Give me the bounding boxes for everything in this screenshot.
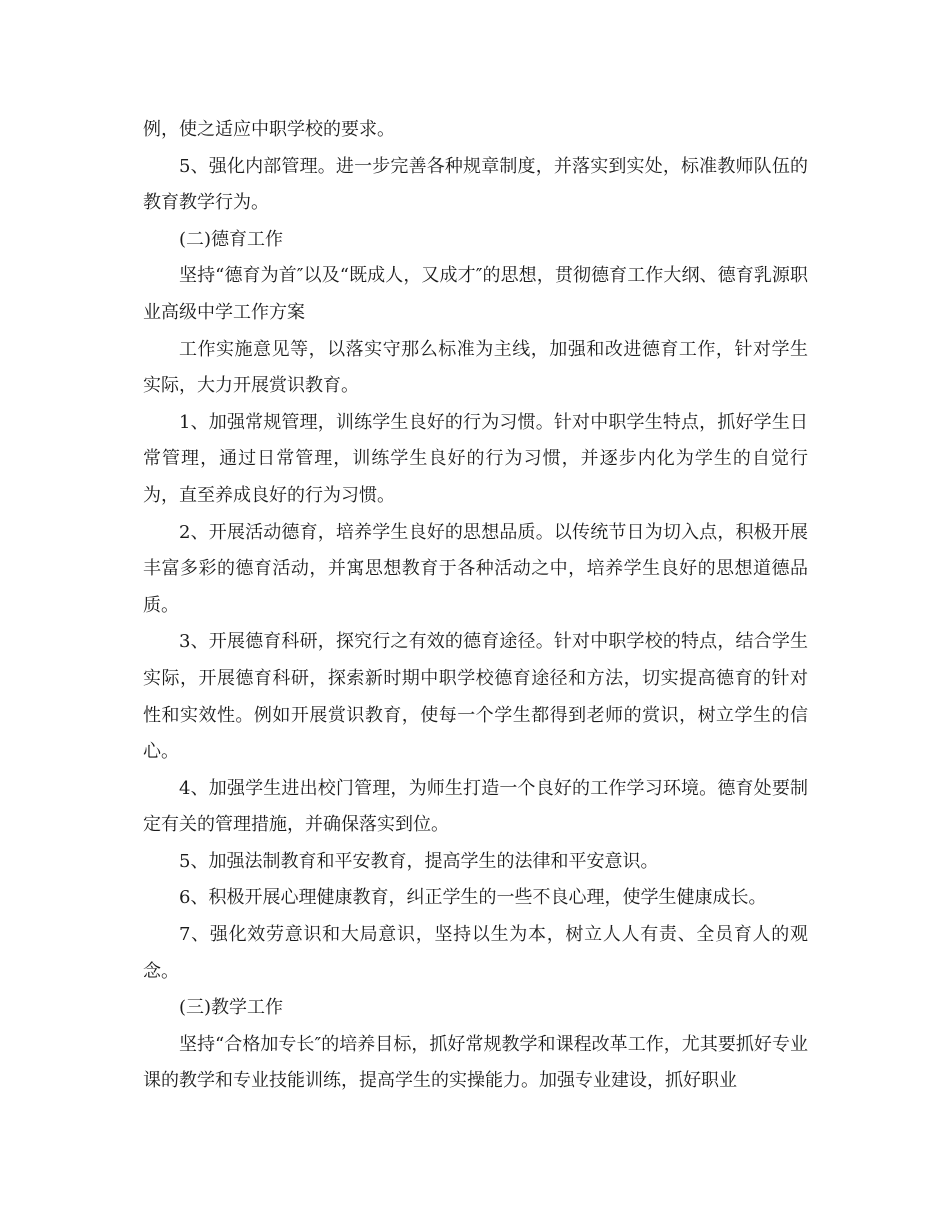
list-item: 3、开展德育科研，探究行之有效的德育途径。针对中职学校的特点，结合学生实际，开展德育科研，探索新时期中职学校德育途径和方法，切实提高德育的针对性和实效性。例如开展赏识教育，使每一个学生都得到老师的赏识，树立学生的信心。: [143, 631, 808, 763]
document-body: [143, 112, 808, 1100]
section-heading: (二)德育工作: [179, 228, 284, 250]
list-item: 5、加强法制教育和平安教育，提高学生的法律和平安意识。: [179, 850, 659, 872]
list-item: 4、加强学生进出校门管理，为师生打造一个良好的工作学习环境。德育处要制定有关的管理措施，并确保落实到位。: [143, 777, 808, 836]
list-item: 7、强化效劳意识和大局意识，坚持以生为本，树立人人有责、全员育人的观念。: [143, 924, 808, 982]
list-item: 6、积极开展心理健康教育，纠正学生的一些不良心理，使学生健康成长。: [179, 887, 767, 909]
list-item: 1、加强常规管理，训练学生良好的行为习惯。针对中职学生特点，抓好学生日常管理，通过日常管理，训练学生良好的行为习惯，并逐步内化为学生的自觉行为，直至养成良好的行为习惯。: [143, 411, 808, 506]
paragraph: 坚持“合格加专长″的培养目标，抓好常规教学和课程改革工作，尤其要抓好专业课的教学和专业技能训练，提高学生的实操能力。加强专业建设，抓好职业: [143, 1033, 808, 1092]
list-item: 2、开展活动德育，培养学生良好的思想品质。以传统节日为切入点，积极开展丰富多彩的德育活动，并寓思想教育于各种活动之中，培养学生良好的思想道德品质。: [143, 521, 808, 616]
paragraph: 5、强化内部管理。进一步完善各种规章制度，并落实到实处，标准教师队伍的教育教学行为。: [143, 155, 808, 214]
paragraph: 工作实施意见等，以落实守那么标准为主线，加强和改进德育工作，针对学生实际，大力开展赏识教育。: [143, 338, 808, 397]
paragraph: 坚持“德育为首″以及“既成人，又成才″的思想，贯彻德育工作大纲、德育乳源职业高级中学工作方案: [143, 265, 808, 323]
section-heading: (三)教学工作: [179, 997, 284, 1019]
paragraph: 例，使之适应中职学校的要求。: [143, 119, 395, 140]
